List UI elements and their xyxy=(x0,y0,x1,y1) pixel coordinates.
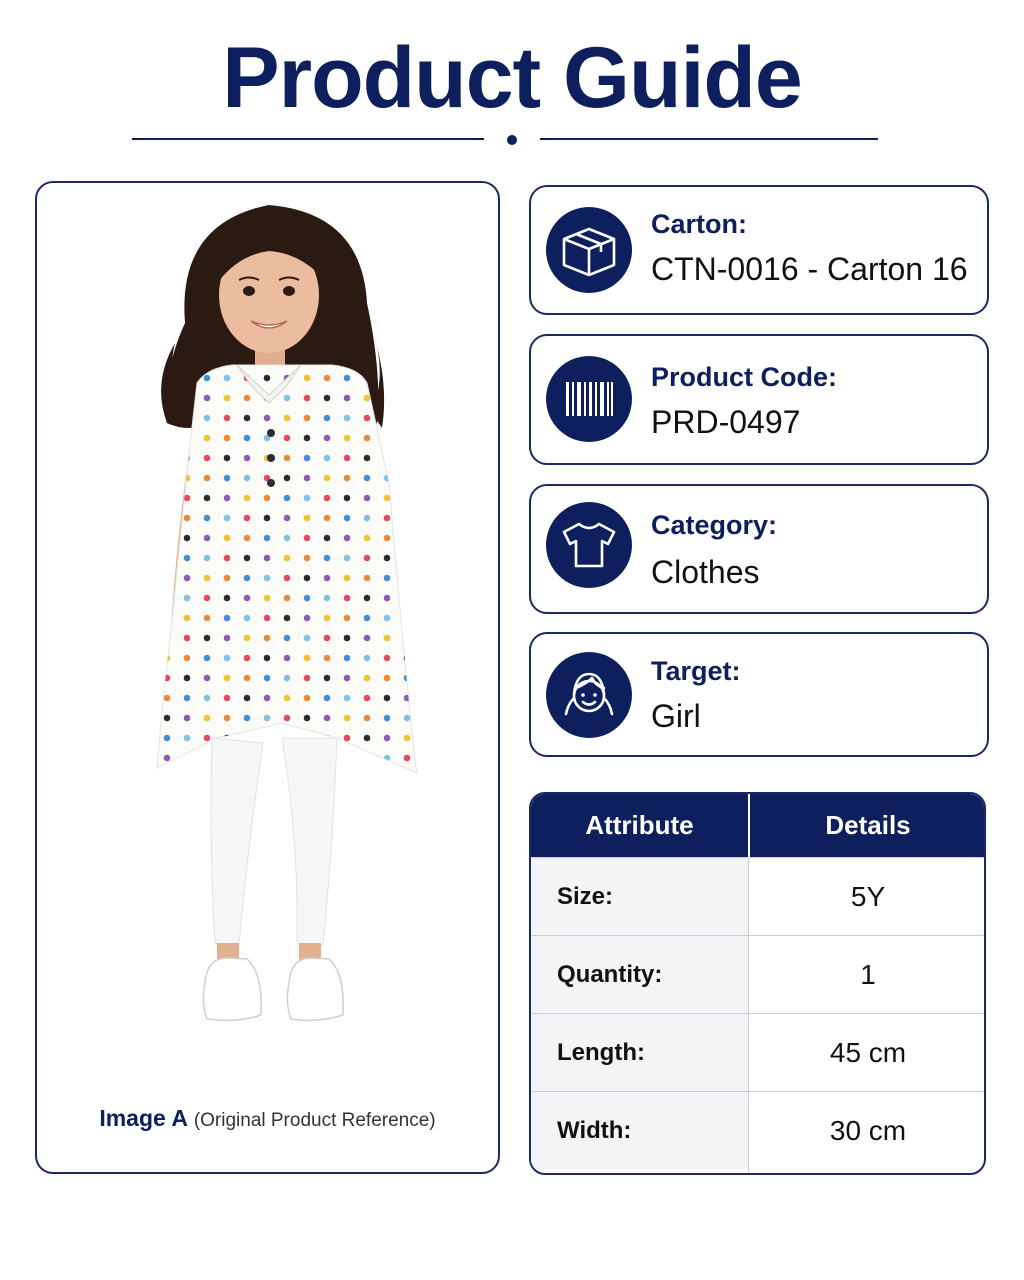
shirt-dot xyxy=(284,595,291,602)
shirt-dot xyxy=(364,455,371,462)
shirt-dot xyxy=(404,455,411,462)
shirt-dot xyxy=(164,515,171,522)
shirt-dot xyxy=(364,635,371,642)
shirt-dot xyxy=(364,595,371,602)
shirt-dot xyxy=(404,615,411,622)
shirt-dot xyxy=(344,755,351,762)
shirt-dot xyxy=(204,755,211,762)
shirt-dot xyxy=(224,635,231,642)
shirt-dot xyxy=(244,515,251,522)
title-divider-right xyxy=(540,138,878,140)
shirt-dot xyxy=(324,375,331,382)
shirt-dot xyxy=(324,655,331,662)
table-row xyxy=(531,1091,984,1169)
shirt-dot xyxy=(224,555,231,562)
shirt-dot xyxy=(364,755,371,762)
shirt-dot xyxy=(224,715,231,722)
title-divider-dot xyxy=(507,135,517,145)
shirt-dot xyxy=(264,595,271,602)
shirt-dot xyxy=(204,575,211,582)
shirt-dot xyxy=(304,515,311,522)
shirt-dot xyxy=(324,415,331,422)
shirt-dot xyxy=(344,575,351,582)
shirt-dot xyxy=(164,695,171,702)
shirt-dot xyxy=(164,655,171,662)
target-value: Girl xyxy=(651,698,701,734)
shirt-dot xyxy=(224,495,231,502)
shirt-dot xyxy=(184,615,191,622)
shirt-dot xyxy=(184,755,191,762)
shirt-dot xyxy=(384,395,391,402)
shirt-dot xyxy=(244,395,251,402)
product-code-label: Product Code: xyxy=(651,362,837,392)
shirt-dot xyxy=(244,475,251,482)
shirt-dot xyxy=(184,495,191,502)
shirt-dot xyxy=(324,455,331,462)
shirt-dot xyxy=(184,595,191,602)
shirt-dot xyxy=(364,615,371,622)
shirt-dot xyxy=(224,615,231,622)
shirt-dot xyxy=(364,535,371,542)
shirt-dot xyxy=(204,495,211,502)
shirt-dot xyxy=(204,635,211,642)
shirt-dot xyxy=(404,695,411,702)
shirt-dot xyxy=(384,435,391,442)
shirt-dot xyxy=(224,675,231,682)
shirt-dot xyxy=(184,735,191,742)
shirt-dot xyxy=(324,615,331,622)
shirt-dot xyxy=(244,635,251,642)
shirt-dot xyxy=(204,675,211,682)
shirt-dot xyxy=(344,435,351,442)
size-value: 5Y xyxy=(850,881,886,912)
shirt-dot xyxy=(224,475,231,482)
shirt-dot xyxy=(184,695,191,702)
shirt-dot xyxy=(244,435,251,442)
shirt-dot xyxy=(244,495,251,502)
shirt-dot xyxy=(184,515,191,522)
shirt-dot xyxy=(364,655,371,662)
shirt-dot xyxy=(304,675,311,682)
shirt-dot xyxy=(164,675,171,682)
shirt-dot xyxy=(224,395,231,402)
shirt-dot xyxy=(264,555,271,562)
shirt-dot xyxy=(284,395,291,402)
shirt-dot xyxy=(164,615,171,622)
shirt-dot xyxy=(384,695,391,702)
shirt-dot xyxy=(384,475,391,482)
shirt-dot xyxy=(284,615,291,622)
shirt-dot xyxy=(364,395,371,402)
shirt-dot xyxy=(304,555,311,562)
shirt-dot xyxy=(364,735,371,742)
shirt-dot xyxy=(264,635,271,642)
shirt-dot xyxy=(284,555,291,562)
box-icon xyxy=(546,207,632,293)
shirt-dot xyxy=(384,655,391,662)
shirt-dot xyxy=(404,635,411,642)
carton-label: Carton: xyxy=(651,209,747,239)
category-label: Category: xyxy=(651,510,778,540)
shirt-dot xyxy=(284,415,291,422)
shirt-dot xyxy=(264,675,271,682)
shirt-dot xyxy=(344,695,351,702)
shirt-dot xyxy=(304,715,311,722)
shirt-dot xyxy=(204,435,211,442)
shirt-dot xyxy=(224,435,231,442)
shirt-dot xyxy=(184,715,191,722)
product-image-card xyxy=(35,181,500,1174)
title-divider-left xyxy=(132,138,484,140)
shirt-dot xyxy=(264,655,271,662)
shirt-dot xyxy=(344,635,351,642)
shirt-dot xyxy=(304,635,311,642)
shirt-dot xyxy=(164,735,171,742)
shirt-dot xyxy=(224,415,231,422)
shirt-dot xyxy=(164,455,171,462)
girl-face-icon xyxy=(546,652,632,738)
shirt-dot xyxy=(404,415,411,422)
shirt-dot xyxy=(344,675,351,682)
length-value: 45 cm xyxy=(829,1037,907,1068)
shirt-dot xyxy=(244,675,251,682)
shirt-dot xyxy=(364,695,371,702)
shirt-dot xyxy=(384,615,391,622)
shirt-dot xyxy=(244,655,251,662)
shirt-dot xyxy=(244,555,251,562)
shirt-dot xyxy=(304,575,311,582)
caption-subtitle: (Original Product Reference) xyxy=(193,1110,436,1131)
shirt-dot xyxy=(384,375,391,382)
shirt-dot xyxy=(224,695,231,702)
shirt-dot xyxy=(304,495,311,502)
quantity-value: 1 xyxy=(860,959,876,990)
shirt-dot xyxy=(344,475,351,482)
shirt-dot xyxy=(324,635,331,642)
shirt-dot xyxy=(204,475,211,482)
header-details: Details xyxy=(825,810,911,840)
shirt-dot xyxy=(244,715,251,722)
shirt-dot xyxy=(384,555,391,562)
shirt-dot xyxy=(404,435,411,442)
shirt-dot xyxy=(284,695,291,702)
shirt-dot xyxy=(304,375,311,382)
shirt-dot xyxy=(204,735,211,742)
shirt-dot xyxy=(184,635,191,642)
shirt-dot xyxy=(304,475,311,482)
shirt-dot xyxy=(384,535,391,542)
shirt-dot xyxy=(284,515,291,522)
product-code-card xyxy=(529,334,989,465)
shirt-dot xyxy=(244,415,251,422)
shirt-dot xyxy=(264,755,271,762)
width-value: 30 cm xyxy=(829,1115,907,1146)
shirt-dot xyxy=(324,515,331,522)
shirt-dot xyxy=(344,595,351,602)
shirt-dot xyxy=(164,535,171,542)
table-row xyxy=(531,935,984,1013)
shirt-dot xyxy=(224,535,231,542)
shirt-dot xyxy=(264,695,271,702)
shirt-dot xyxy=(304,655,311,662)
shirt-dot xyxy=(324,395,331,402)
shirt-dot xyxy=(344,415,351,422)
shirt-dot xyxy=(344,455,351,462)
shirt-dot xyxy=(344,375,351,382)
shirt-dot xyxy=(284,475,291,482)
quantity-attribute: Quantity: xyxy=(557,961,663,988)
shirt-dot xyxy=(324,675,331,682)
shirt-dot xyxy=(344,735,351,742)
shirt-dot xyxy=(244,575,251,582)
shirt-dot xyxy=(224,375,231,382)
shirt-dot xyxy=(204,595,211,602)
shirt-dot xyxy=(204,395,211,402)
shirt-dot xyxy=(304,415,311,422)
shirt-dot xyxy=(264,715,271,722)
shirt-dot xyxy=(404,515,411,522)
shirt-dot xyxy=(224,455,231,462)
shirt-dot xyxy=(404,375,411,382)
barcode-icon xyxy=(546,356,632,442)
shirt-dot xyxy=(244,735,251,742)
shirt-dot xyxy=(404,535,411,542)
shirt-dot xyxy=(404,715,411,722)
shirt-dot xyxy=(324,475,331,482)
product-photo xyxy=(37,183,502,1243)
shirt-dot xyxy=(324,575,331,582)
shirt-dot xyxy=(284,715,291,722)
shirt-dot xyxy=(344,515,351,522)
shirt-dot xyxy=(384,455,391,462)
shirt-dot xyxy=(284,655,291,662)
width-attribute: Width: xyxy=(557,1117,632,1144)
shirt-dot xyxy=(284,675,291,682)
shirt-dot xyxy=(164,495,171,502)
category-card xyxy=(529,484,989,614)
image-caption xyxy=(37,1105,498,1132)
shirt-dot xyxy=(204,655,211,662)
shirt-dot xyxy=(204,555,211,562)
shirt-dot xyxy=(284,435,291,442)
shirt-dot xyxy=(364,555,371,562)
shirt-dot xyxy=(284,535,291,542)
shirt-dot xyxy=(244,695,251,702)
shirt-dot xyxy=(304,395,311,402)
table-row xyxy=(531,1013,984,1091)
shirt-dot xyxy=(304,455,311,462)
shirt-dot xyxy=(224,515,231,522)
header-attribute: Attribute xyxy=(585,810,694,840)
shirt-dot xyxy=(364,715,371,722)
shirt-dot xyxy=(364,415,371,422)
shirt-dot xyxy=(324,495,331,502)
shirt-dot xyxy=(184,575,191,582)
shirt-dot xyxy=(384,495,391,502)
length-attribute: Length: xyxy=(557,1039,645,1066)
shirt-dot xyxy=(404,395,411,402)
shirt-dot xyxy=(324,435,331,442)
shirt-dot xyxy=(364,435,371,442)
shirt-dot xyxy=(384,515,391,522)
shirt-dot xyxy=(244,615,251,622)
shirt-dot xyxy=(204,375,211,382)
shirt-dot xyxy=(344,555,351,562)
shirt-dot xyxy=(264,535,271,542)
shirt-dot xyxy=(264,615,271,622)
shirt-dot xyxy=(344,395,351,402)
shirt-dot xyxy=(344,615,351,622)
shirt-dot xyxy=(404,475,411,482)
shirt-dot xyxy=(344,535,351,542)
shirt-dot xyxy=(244,535,251,542)
shirt-dot xyxy=(384,735,391,742)
shirt-dot xyxy=(244,595,251,602)
shirt-dot xyxy=(164,475,171,482)
shirt-dot xyxy=(264,575,271,582)
shirt-dot xyxy=(404,555,411,562)
shirt-dot xyxy=(264,515,271,522)
shirt-dot xyxy=(404,575,411,582)
shirt-dot xyxy=(364,495,371,502)
shirt-dot xyxy=(304,615,311,622)
shirt-dot xyxy=(264,415,271,422)
shirt-dot xyxy=(184,675,191,682)
shirt-dot xyxy=(344,655,351,662)
shirt-dot xyxy=(204,455,211,462)
shirt-dot xyxy=(404,595,411,602)
shirt-dot xyxy=(164,635,171,642)
shirt-dot xyxy=(264,495,271,502)
shirt-dot xyxy=(384,415,391,422)
shirt-dot xyxy=(324,555,331,562)
shirt-dot xyxy=(244,455,251,462)
shirt-dot xyxy=(164,575,171,582)
shirt-dot xyxy=(404,495,411,502)
shirt-dot xyxy=(284,495,291,502)
shirt-dot xyxy=(384,575,391,582)
shirt-dot xyxy=(204,515,211,522)
shirt-dot xyxy=(204,535,211,542)
size-attribute: Size: xyxy=(557,883,614,910)
shirt-dot xyxy=(164,755,171,762)
shirt-dot xyxy=(384,675,391,682)
shirt-dot xyxy=(224,575,231,582)
page-title: Product Guide xyxy=(222,30,802,126)
shirt-dot xyxy=(324,595,331,602)
shirt-dot xyxy=(384,715,391,722)
shirt-dot xyxy=(364,675,371,682)
shirt-dot xyxy=(344,715,351,722)
shirt-dot xyxy=(284,635,291,642)
table-header xyxy=(531,794,984,857)
table-row xyxy=(531,857,984,935)
shirt-dot xyxy=(204,415,211,422)
shirt-dot xyxy=(184,655,191,662)
column-divider xyxy=(748,857,749,1175)
shirt-dot xyxy=(224,655,231,662)
shirt-dot xyxy=(324,715,331,722)
shirt-dot xyxy=(344,495,351,502)
carton-value: CTN-0016 - Carton 16 xyxy=(651,251,968,287)
shirt-dot xyxy=(164,715,171,722)
shirt-dot xyxy=(264,735,271,742)
target-card xyxy=(529,632,989,757)
shirt-dot xyxy=(184,535,191,542)
shirt-dot xyxy=(284,575,291,582)
shirt-dot xyxy=(304,435,311,442)
shirt-dot xyxy=(324,535,331,542)
shirt-dot xyxy=(204,615,211,622)
shirt-dot xyxy=(164,555,171,562)
shirt-dot xyxy=(264,375,271,382)
shirt-dot xyxy=(164,595,171,602)
category-value: Clothes xyxy=(651,554,760,590)
shirt-dot xyxy=(204,695,211,702)
shirt-dot xyxy=(204,715,211,722)
shirt-dot xyxy=(184,455,191,462)
shirt-dot xyxy=(284,455,291,462)
shirt-dot xyxy=(304,695,311,702)
attribute-table xyxy=(529,792,986,1175)
shirt-dot xyxy=(384,595,391,602)
shirt-dot xyxy=(184,475,191,482)
shirt-dot xyxy=(404,755,411,762)
shirt-dot xyxy=(184,555,191,562)
shirt-dot xyxy=(384,635,391,642)
shirt-dot xyxy=(164,435,171,442)
shirt-dot xyxy=(364,575,371,582)
shirt-dot xyxy=(184,435,191,442)
shirt-dot xyxy=(404,735,411,742)
product-code-value: PRD-0497 xyxy=(651,404,801,440)
tshirt-icon xyxy=(546,502,632,588)
shirt-dot xyxy=(224,595,231,602)
shirt-dot xyxy=(304,595,311,602)
target-label: Target: xyxy=(651,656,741,686)
shirt-dot xyxy=(324,695,331,702)
shirt-dot xyxy=(304,535,311,542)
caption-title: Image A xyxy=(99,1105,188,1131)
shirt-dot xyxy=(364,475,371,482)
shirt-dot xyxy=(364,515,371,522)
carton-card xyxy=(529,185,989,315)
